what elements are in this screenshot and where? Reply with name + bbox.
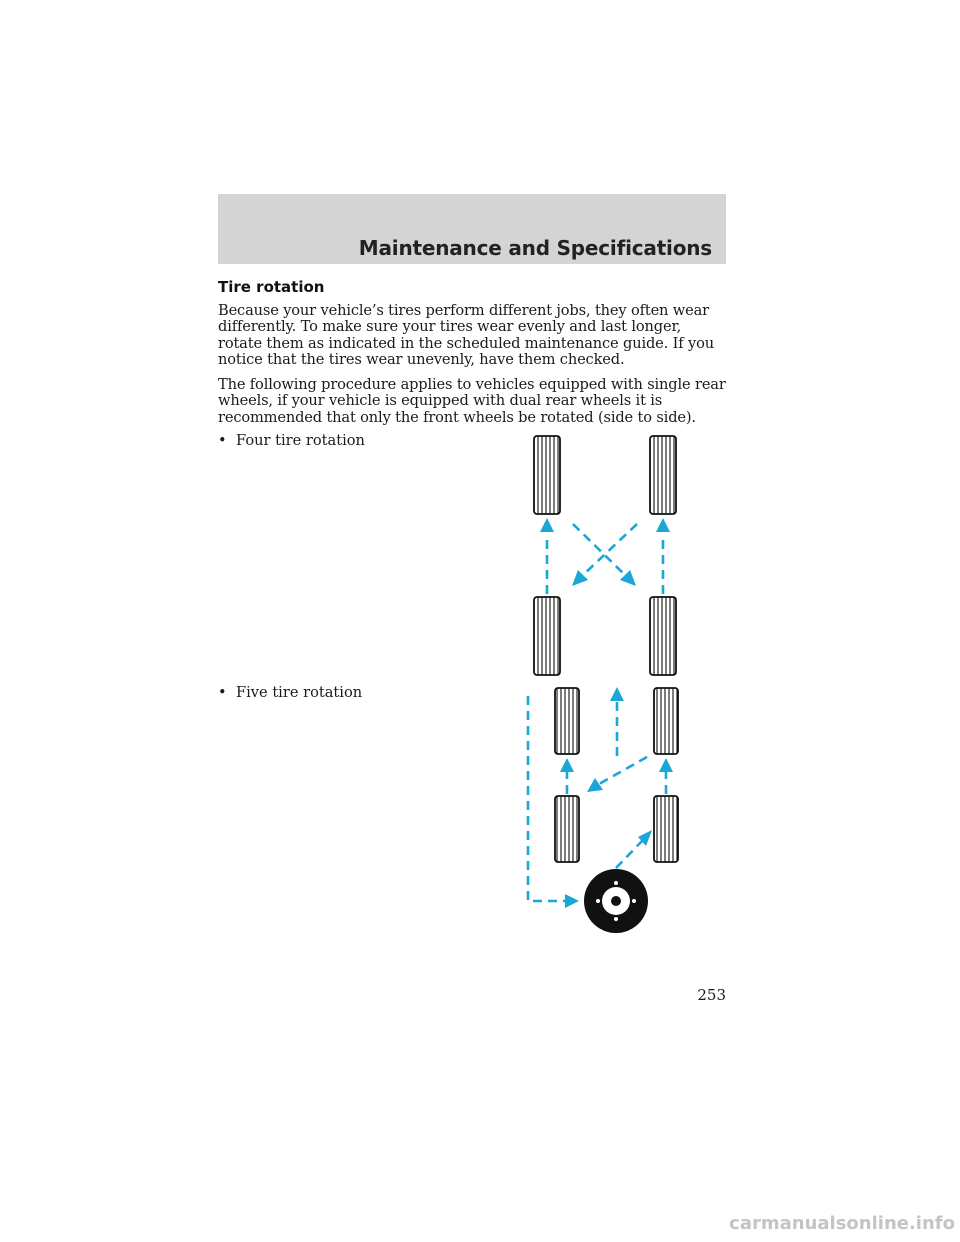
- bullet-label: Five tire rotation: [236, 684, 363, 701]
- bullet-four-tire: [218, 433, 365, 449]
- paragraph-procedure: The following procedure applies to vehicles equipped with single rear wheels, if your vehicle is equipped with dual rear wheels it is recommended that only the front wheels be rotated (side to side).: [218, 376, 726, 426]
- page-number: 253: [697, 986, 726, 1004]
- rotation-arrows: [528, 696, 666, 901]
- five-tire-rotation-diagram: [515, 682, 695, 938]
- tire-front-left: [534, 436, 560, 514]
- tire-front-right: [650, 436, 676, 514]
- bullet-label: Four tire rotation: [236, 432, 365, 449]
- tire-rear-left: [534, 597, 560, 675]
- tire-rear-right: [654, 796, 678, 862]
- arrow-heads: [540, 518, 670, 586]
- rotation-arrows: [547, 524, 663, 594]
- tire-front-right: [654, 688, 678, 754]
- watermark: carmanualsonline.info: [729, 1213, 955, 1234]
- bullet-marker: •: [218, 684, 227, 701]
- section-title: Tire rotation: [218, 278, 325, 296]
- four-tire-rotation-diagram: [520, 432, 700, 682]
- header-band: [218, 194, 726, 264]
- header-title: Maintenance and Specifications: [358, 236, 712, 260]
- tire-rear-left: [555, 796, 579, 862]
- spare-wheel-icon: [584, 869, 648, 933]
- bullet-five-tire: [218, 685, 362, 701]
- paragraph-intro: Because your vehicle’s tires perform different jobs, they often wear differently. To make sure your tires wear evenly and last longer, rotate them as indicated in the scheduled maintenance guide. If you notice that the tires wear unevenly, have them checked.: [218, 302, 714, 369]
- tire-front-left: [555, 688, 579, 754]
- bullet-marker: •: [218, 432, 227, 449]
- tire-rear-right: [650, 597, 676, 675]
